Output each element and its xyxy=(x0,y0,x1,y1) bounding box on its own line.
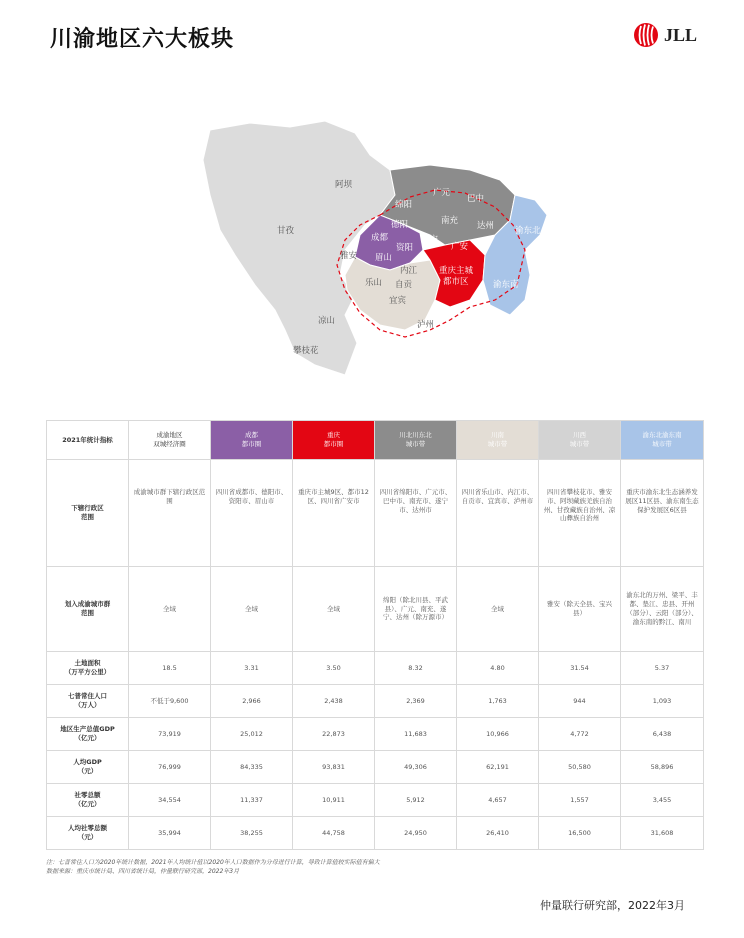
stats-table xyxy=(46,420,704,850)
table-cell: 2,438 xyxy=(293,685,375,718)
map-label-chengdu: 成都 xyxy=(371,233,389,243)
row-label: 下辖行政区 范围 xyxy=(47,460,129,567)
table-cell: 35,994 xyxy=(129,817,211,850)
table-cell: 31.54 xyxy=(539,652,621,685)
map-label-ziyang: 资阳 xyxy=(396,243,414,253)
map-label-bazhong: 巴中 xyxy=(467,194,485,204)
map-label-zigong: 自贡 xyxy=(395,280,413,290)
map-label-aba: 阿坝 xyxy=(335,180,353,190)
header-cell: 2021年统计指标 xyxy=(47,421,129,460)
table-cell: 84,335 xyxy=(211,751,293,784)
table-cell: 24,950 xyxy=(375,817,457,850)
map-label-neijiang: 内江 xyxy=(400,266,418,276)
table-cell: 26,410 xyxy=(457,817,539,850)
table-cell: 49,306 xyxy=(375,751,457,784)
table-cell: 22,873 xyxy=(293,718,375,751)
table-cell: 2,369 xyxy=(375,685,457,718)
table-cell: 10,911 xyxy=(293,784,375,817)
table-row xyxy=(47,817,704,850)
table-cell: 3.50 xyxy=(293,652,375,685)
jll-logo-text: JLL xyxy=(664,24,698,45)
table-cell: 雅安（除天全县、宝兴县） xyxy=(539,567,621,652)
footnote-line-1: 注：七普常住人口为2020年统计数据，2021年人均统计值以2020年人口数据作为分母进行计算，导致计算值较实际值有偏大 xyxy=(46,859,380,866)
map-label-cq-main-1: 重庆主城 xyxy=(439,266,474,276)
table-cell: 50,580 xyxy=(539,751,621,784)
table-row xyxy=(47,718,704,751)
table-row xyxy=(47,685,704,718)
page-title: 川渝地区六大板块 xyxy=(50,27,235,52)
map-label-mianyang: 绵阳 xyxy=(395,200,413,210)
map-label-yudongnan: 渝东南 xyxy=(493,280,519,290)
map-label-deyang: 德阳 xyxy=(391,220,409,230)
row-label: 社零总额 （亿元） xyxy=(47,784,129,817)
map-label-dazhou: 达州 xyxy=(477,221,495,231)
table-row xyxy=(47,460,704,567)
map-label-guangan: 广安 xyxy=(451,242,469,252)
table-cell: 四川省成都市、德阳市、资阳市、眉山市 xyxy=(211,460,293,567)
table-cell: 5,912 xyxy=(375,784,457,817)
table-cell: 8.32 xyxy=(375,652,457,685)
table-cell: 3.31 xyxy=(211,652,293,685)
table-row xyxy=(47,751,704,784)
table-cell: 成渝城市群下辖行政区范围 xyxy=(129,460,211,567)
header-cell: 川北川东北 城市带 xyxy=(375,421,457,460)
header-cell: 渝东北渝东南 城市带 xyxy=(621,421,704,460)
table-cell: 10,966 xyxy=(457,718,539,751)
table-cell: 1,557 xyxy=(539,784,621,817)
table-cell: 重庆市渝东北生态涵养发展区11区县、渝东南生态保护发展区6区县 xyxy=(621,460,704,567)
map-label-panzhihua: 攀枝花 xyxy=(293,346,319,356)
footnote-line-2: 数据来源：重庆市统计局、四川省统计局，仲量联行研究部，2022年3月 xyxy=(46,868,240,875)
table-cell: 2,966 xyxy=(211,685,293,718)
table-row xyxy=(47,652,704,685)
table-cell: 25,012 xyxy=(211,718,293,751)
map-label-ganzi: 甘孜 xyxy=(277,226,295,236)
table-cell: 4,772 xyxy=(539,718,621,751)
header-cell: 成都 都市圈 xyxy=(211,421,293,460)
table-cell: 44,758 xyxy=(293,817,375,850)
jll-logo xyxy=(633,22,697,48)
footer-source: 仲量联行研究部，2022年3月 xyxy=(540,899,685,912)
table-cell: 73,919 xyxy=(129,718,211,751)
map-label-liangshan: 凉山 xyxy=(318,316,336,326)
table-cell: 4.80 xyxy=(457,652,539,685)
header-cell: 成渝地区 双城经济圈 xyxy=(129,421,211,460)
table-cell: 1,763 xyxy=(457,685,539,718)
table-cell: 34,554 xyxy=(129,784,211,817)
row-label: 地区生产总值GDP （亿元） xyxy=(47,718,129,751)
map-label-nanchong: 南充 xyxy=(441,216,459,226)
table-cell: 四川省攀枝花市、雅安市、阿坝藏族羌族自治州、甘孜藏族自治州、凉山彝族自治州 xyxy=(539,460,621,567)
table-cell: 3,455 xyxy=(621,784,704,817)
table-cell: 全域 xyxy=(293,567,375,652)
table-row xyxy=(47,567,704,652)
table-cell: 18.5 xyxy=(129,652,211,685)
row-label: 划入成渝城市群 范围 xyxy=(47,567,129,652)
map-label-guangyuan: 广元 xyxy=(433,188,451,198)
region-map xyxy=(195,115,555,385)
map-label-suining: 遂宁 xyxy=(421,235,439,245)
table-cell: 11,337 xyxy=(211,784,293,817)
table-cell: 全域 xyxy=(211,567,293,652)
row-label: 人均社零总额 （元） xyxy=(47,817,129,850)
header-cell: 重庆 都市圈 xyxy=(293,421,375,460)
table-cell: 6,438 xyxy=(621,718,704,751)
table-cell: 四川省绵阳市、广元市、巴中市、南充市、遂宁市、达州市 xyxy=(375,460,457,567)
table-cell: 38,255 xyxy=(211,817,293,850)
stats-table-wrapper xyxy=(46,420,703,850)
table-cell: 重庆市主城9区、都市12区、四川省广安市 xyxy=(293,460,375,567)
table-cell: 31,608 xyxy=(621,817,704,850)
table-cell: 四川省乐山市、内江市、自贡市、宜宾市、泸州市 xyxy=(457,460,539,567)
row-label: 七普常住人口 （万人） xyxy=(47,685,129,718)
table-cell: 5.37 xyxy=(621,652,704,685)
table-row xyxy=(47,784,704,817)
row-label: 土地面积 （万平方公里） xyxy=(47,652,129,685)
table-cell: 11,683 xyxy=(375,718,457,751)
table-cell: 76,999 xyxy=(129,751,211,784)
footnote xyxy=(46,858,466,876)
row-label: 人均GDP （元） xyxy=(47,751,129,784)
map-label-yaan: 雅安 xyxy=(340,251,358,261)
table-cell: 不低于9,600 xyxy=(129,685,211,718)
map-label-yibin: 宜宾 xyxy=(389,296,407,306)
table-cell: 1,093 xyxy=(621,685,704,718)
header-cell: 川西 城市带 xyxy=(539,421,621,460)
table-cell: 944 xyxy=(539,685,621,718)
jll-logo-icon xyxy=(633,22,659,48)
table-cell: 62,191 xyxy=(457,751,539,784)
map-label-meishan: 眉山 xyxy=(375,253,393,263)
table-cell: 58,896 xyxy=(621,751,704,784)
map-label-luzhou: 泸州 xyxy=(417,320,435,330)
table-cell: 渝东北的万州、梁平、丰都、垫江、忠县、开州（部分）、云阳（部分）、渝东南的黔江、南川 xyxy=(621,567,704,652)
table-cell: 93,831 xyxy=(293,751,375,784)
table-cell: 16,500 xyxy=(539,817,621,850)
map-label-leshan: 乐山 xyxy=(365,278,383,288)
table-cell: 全域 xyxy=(129,567,211,652)
map-label-yudongbei: 渝东北 xyxy=(515,226,541,236)
table-cell: 全域 xyxy=(457,567,539,652)
map-label-cq-main-2: 都市区 xyxy=(443,277,469,287)
header-cell: 川南 城市带 xyxy=(457,421,539,460)
table-cell: 4,657 xyxy=(457,784,539,817)
table-header-row xyxy=(47,421,704,460)
table-cell: 绵阳（除北川县、平武县）、广元、南充、遂宁、达州（除万源市） xyxy=(375,567,457,652)
